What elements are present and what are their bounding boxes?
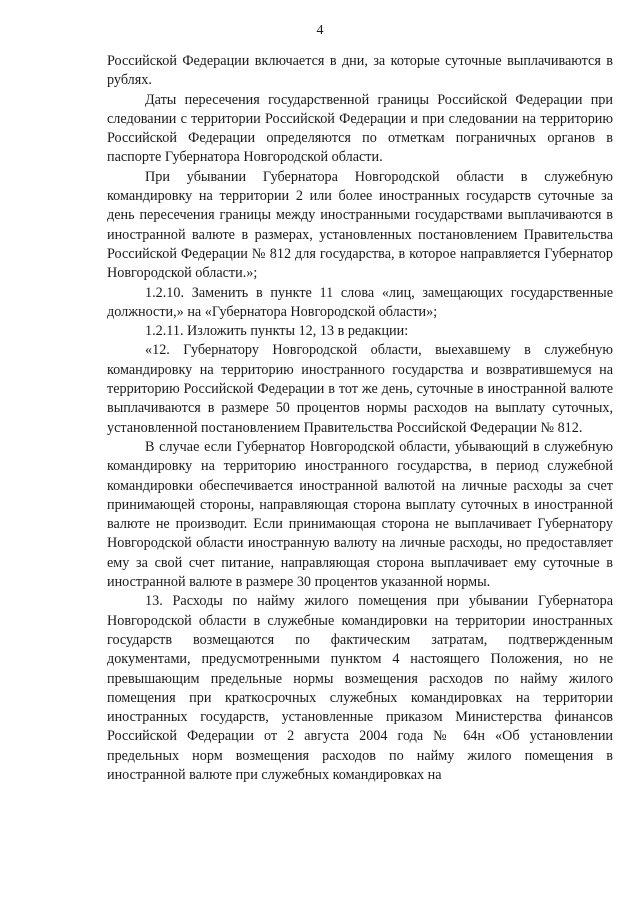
paragraph-continuation: Российской Федерации включается в дни, за которые суточные выплачиваются в рублях. [107,53,613,89]
paragraph-multiple-states: При убывании Губернатора Новгородской области в служебную командировку на территории 2 или более иностранных государств суточные за день пересечения границы между иностранными государствами выплачиваются в иностранной валюте в размерах, установленных постановлением Правительства Российской Федерации № 812 для государства, в которое направляется Губернатор Новгородской области.»; [107,168,613,282]
paragraph-hosting-party: В случае если Губернатор Новгородской области, убывающий в служебную командировку на территорию иностранного государства, в период служебной командировки обеспечивается иностранной валютой на личные расходы за счет принимающей стороны, направляющая сторона выплату суточных в иностранной валюте не производит. Если принимающая сторона не выплачивает Губернатору Новгородской области иностранную валюту на личные расходы, но предоставляет ему за свой счет питание, направляющая сторона выплачивает ему суточные в иностранной валюте в размере 30 процентов указанной нормы. [107,438,613,591]
page-number: 4 [316,23,324,38]
paragraph-item-1-2-10: 1.2.10. Заменить в пункте 11 слова «лиц, замещающих государственные должности,» на «Губернатора Новгородской области»; [107,284,613,320]
paragraph-item-1-2-11: 1.2.11. Изложить пункты 12, 13 в редакции: [145,323,409,340]
paragraph-point-12: «12. Губернатору Новгородской области, выехавшему в служебную командировку на территорию иностранного государства и возвратившемуся на территорию Российской Федерации в тот же день, суточные в иностранной валюте выплачиваются в размере 50 процентов нормы расходов на выплату суточных, установленной постановлением Правительства Российской Федерации № 812. [107,342,613,436]
paragraph-point-13: 13. Расходы по найму жилого помещения при убывании Губернатора Новгородской области в служебные командировки на территории иностранных государств возмещаются по фактическим затратам, подтвержденным документами, предусмотренными пунктом 4 настоящего Положения, но не превышающим предельные нормы возмещения расходов по найму жилого помещения при краткосрочных служебных командировках на территории иностранных государств, установленные приказом Министерства финансов Российской Федерации от 2 августа 2004 года № 64н «Об установлении предельных норм возмещения расходов по найму жилого помещения в иностранной валюте при служебных командировках на [107,593,613,783]
paragraph-border-crossing-dates: Даты пересечения государственной границы Российской Федерации при следовании с территории Российской Федерации и при следовании на территорию Российской Федерации определяются по отметкам пограничных органов в паспорте Губернатора Новгородской области. [107,91,613,166]
document-body [107,52,613,785]
